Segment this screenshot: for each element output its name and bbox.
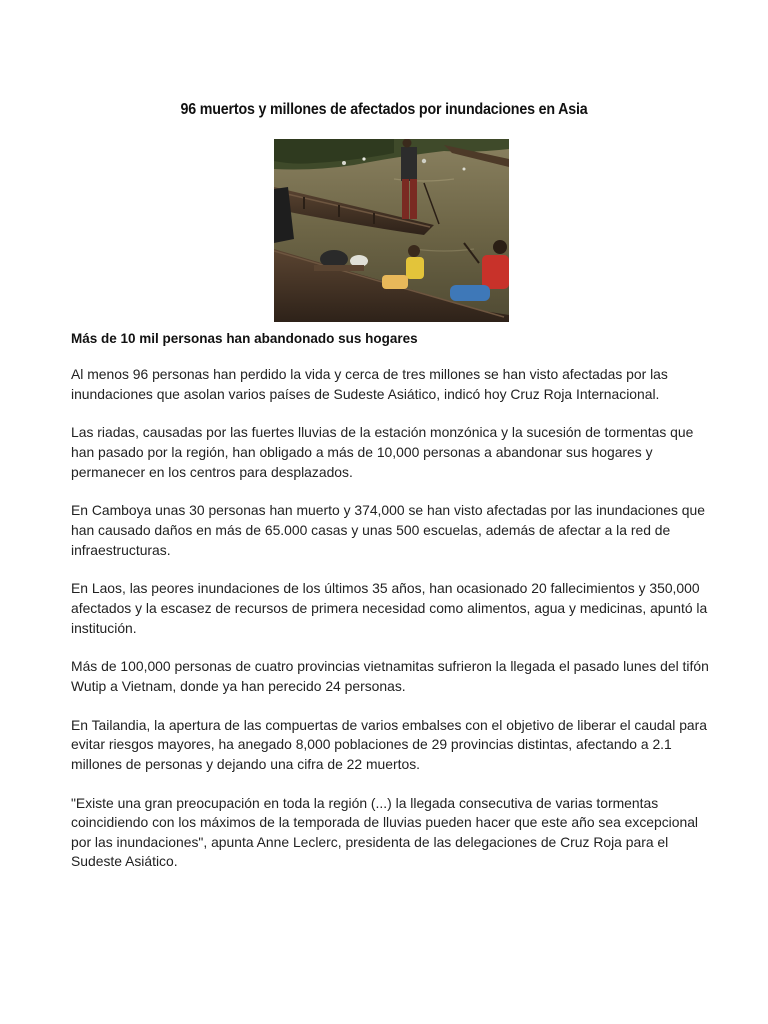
paragraph: En Laos, las peores inundaciones de los últimos 35 años, han ocasionado 20 fallecimientos y 350,000 afectados y la escasez de recursos de primera necesidad como alimentos, agua y medicinas, apuntó la institución. [71,580,708,636]
paragraph: "Existe una gran preocupación en toda la región (...) la llegada consecutiva de varias tormentas coincidiendo con los máximos de la temporada de lluvias pueden hacer que este año sea excepcional por las inundaciones", apunta Anne Leclerc, presidenta de las delegaciones de Cruz Roja para el Sudeste Asiático. [71,794,699,870]
paragraph: Las riadas, causadas por las fuertes lluvias de la estación monzónica y la sucesión de tormentas que han pasado por la región, han obligado a más de 10,000 personas a abandonar sus hogares y permanecer en los centros para desplazados. [71,424,694,480]
article-body [71,365,711,891]
paragraph: Al menos 96 personas han perdido la vida y cerca de tres millones se han visto afectadas por las inundaciones que asolan varios países de Sudeste Asiático, indicó hoy Cruz Roja Internacional. [71,366,668,402]
article-title: 96 muertos y millones de afectados por inundaciones en Asia [180,101,588,118]
paragraph: En Camboya unas 30 personas han muerto y 374,000 se han visto afectadas por las inundaciones que han causado daños en más de 65.000 casas y unas 500 escuelas, además de afectar a la red de infraestructuras. [71,502,705,558]
article-subtitle: Más de 10 mil personas han abandonado sus hogares [71,331,418,346]
flood-boats-photo [274,139,509,322]
paragraph: Más de 100,000 personas de cuatro provincias vietnamitas sufrieron la llegada el pasado lunes del tifón Wutip a Vietnam, donde ya han perecido 24 personas. [71,658,709,694]
paragraph: En Tailandia, la apertura de las compuertas de varios embalses con el objetivo de liberar el caudal para evitar riesgos mayores, ha anegado 8,000 poblaciones de 29 provincias distintas, afectando a 2.1 millones de personas y dejando una cifra de 22 muertos. [71,716,707,772]
